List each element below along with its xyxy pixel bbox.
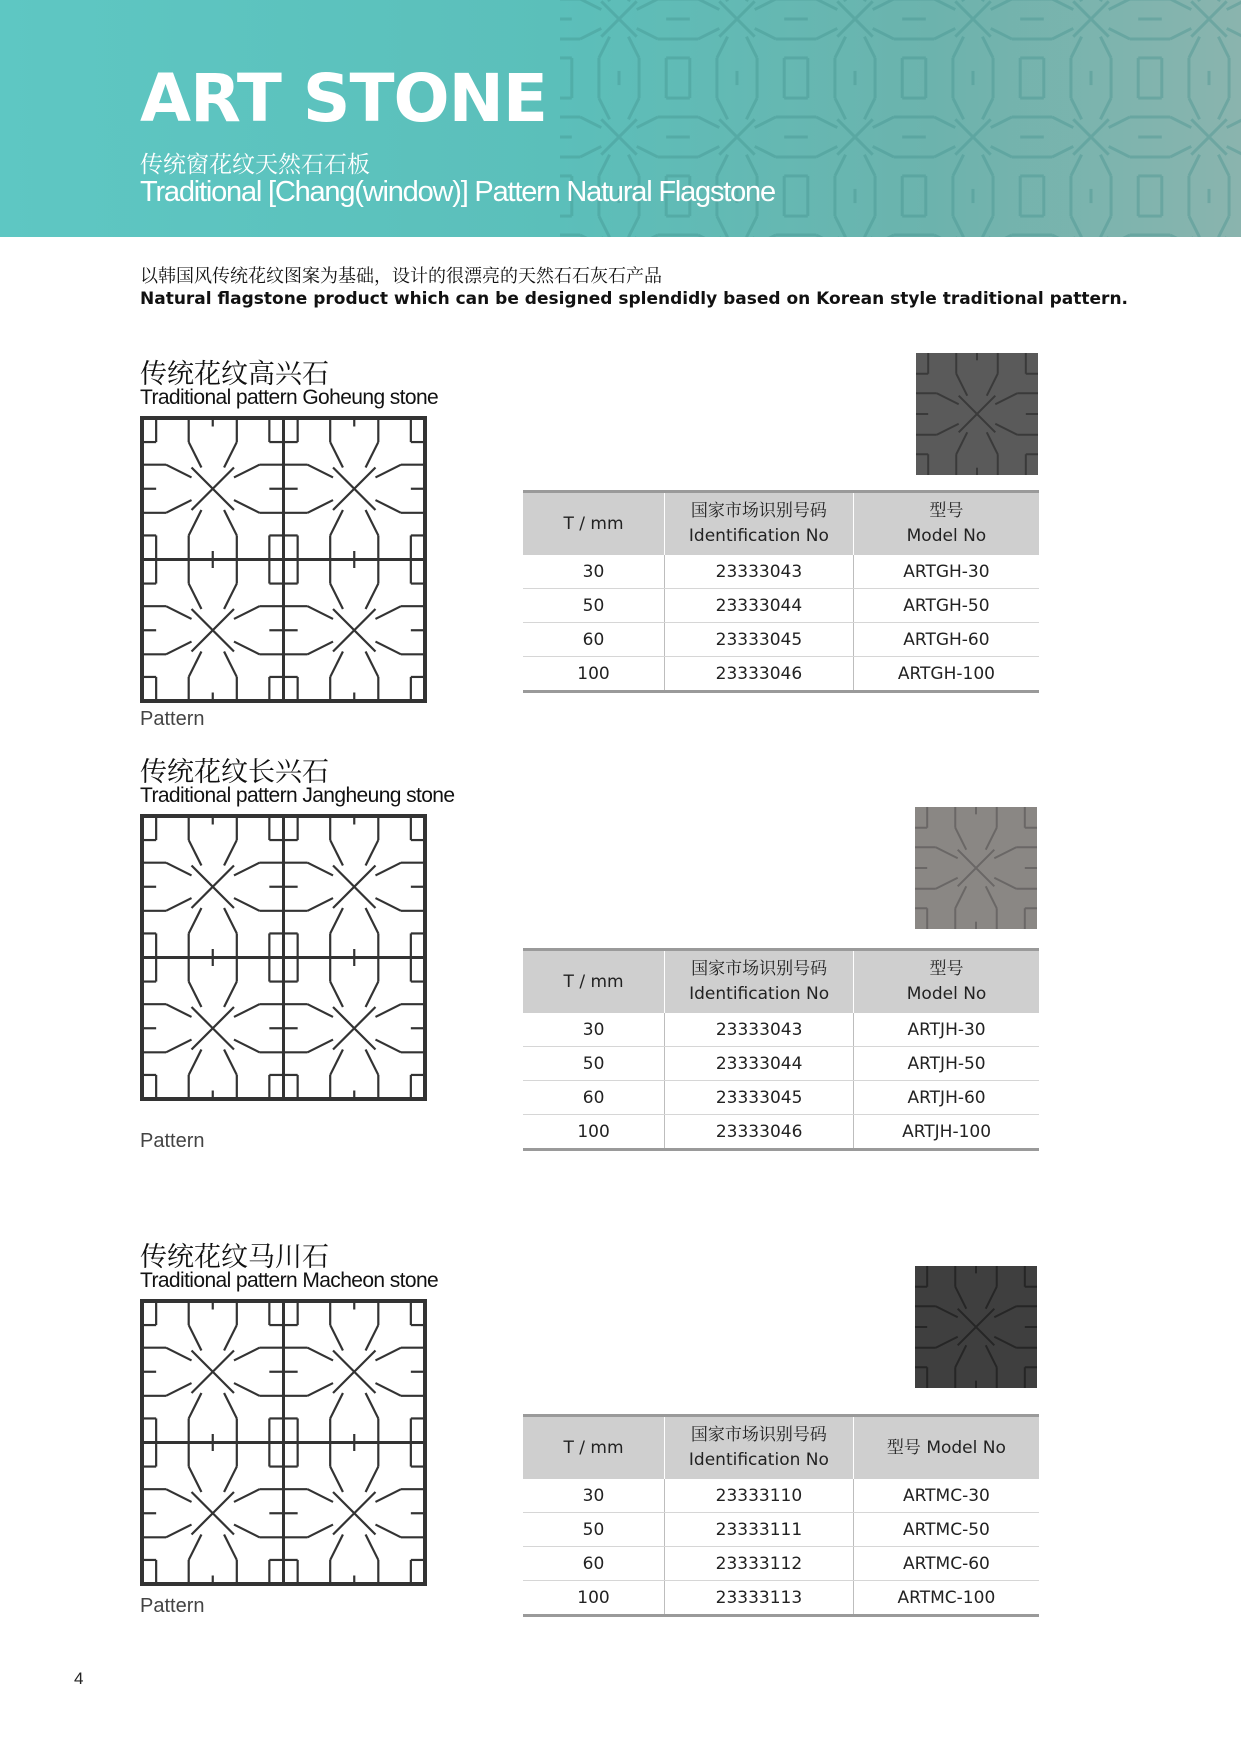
section-title-cn: 传统花纹马川石 — [140, 1242, 329, 1273]
table-row: 30 23333043 ARTGH-30 — [523, 555, 1039, 589]
table-row: 60 23333045 ARTGH-60 — [523, 623, 1039, 657]
section-title-cn: 传统花纹高兴石 — [140, 359, 329, 390]
header-thickness: T / mm — [523, 1416, 664, 1480]
table-row: 60 23333112 ARTMC-60 — [523, 1547, 1039, 1581]
page-title: ART STONE — [140, 60, 547, 137]
section-title-en: Traditional pattern Goheung stone — [140, 386, 439, 409]
table-row: 50 23333044 ARTJH-50 — [523, 1047, 1039, 1081]
table-row: 50 23333044 ARTGH-50 — [523, 589, 1039, 623]
lattice-pattern-diagram — [140, 416, 427, 703]
pattern-label: Pattern — [140, 708, 205, 730]
header-banner — [0, 0, 1241, 237]
header-identification: 国家市场识别号码 Identification No — [665, 950, 854, 1014]
table-row: 100 23333046 ARTJH-100 — [523, 1115, 1039, 1150]
intro-text-en: Natural flagstone product which can be designed splendidly based on Korean style traditional pattern. — [140, 289, 1129, 309]
table-row: 100 23333046 ARTGH-100 — [523, 657, 1039, 692]
spec-table — [523, 1414, 1039, 1617]
table-row: 100 23333113 ARTMC-100 — [523, 1581, 1039, 1616]
header-model: 型号 Model No — [854, 950, 1039, 1014]
pattern-label: Pattern — [140, 1595, 205, 1617]
table-row: 60 23333045 ARTJH-60 — [523, 1081, 1039, 1115]
table-row: 30 23333110 ARTMC-30 — [523, 1479, 1039, 1513]
header-model: 型号 Model No — [853, 492, 1039, 556]
intro-text-cn: 以韩国风传统花纹图案为基础，设计的很漂亮的天然石石灰石产品 — [140, 266, 662, 287]
section-title-cn: 传统花纹长兴石 — [140, 757, 329, 788]
header-identification: 国家市场识别号码 Identification No — [664, 1416, 853, 1480]
header-identification: 国家市场识别号码 Identification No — [665, 492, 854, 556]
header-model: 型号 Model No — [853, 1416, 1039, 1480]
page-number: 4 — [74, 1669, 84, 1688]
section-title-en: Traditional pattern Macheon stone — [140, 1269, 439, 1292]
lattice-pattern-diagram — [140, 814, 427, 1101]
header-thickness: T / mm — [523, 950, 665, 1014]
lattice-pattern-diagram — [140, 1299, 427, 1586]
spec-table — [523, 490, 1039, 693]
page-subtitle-en: Traditional [Chang(window)] Pattern Natural Flagstone — [140, 176, 775, 208]
table-row: 50 23333111 ARTMC-50 — [523, 1513, 1039, 1547]
stone-swatch-jangheung — [915, 807, 1037, 929]
table-row: 30 23333043 ARTJH-30 — [523, 1013, 1039, 1047]
stone-swatch-goheung — [916, 353, 1038, 475]
header-thickness: T / mm — [523, 492, 665, 556]
spec-table — [523, 948, 1039, 1151]
section-title-en: Traditional pattern Jangheung stone — [140, 784, 455, 807]
pattern-label: Pattern — [140, 1130, 205, 1152]
stone-swatch-macheon — [915, 1266, 1037, 1388]
page-subtitle-cn: 传统窗花纹天然石石板 — [140, 152, 370, 178]
